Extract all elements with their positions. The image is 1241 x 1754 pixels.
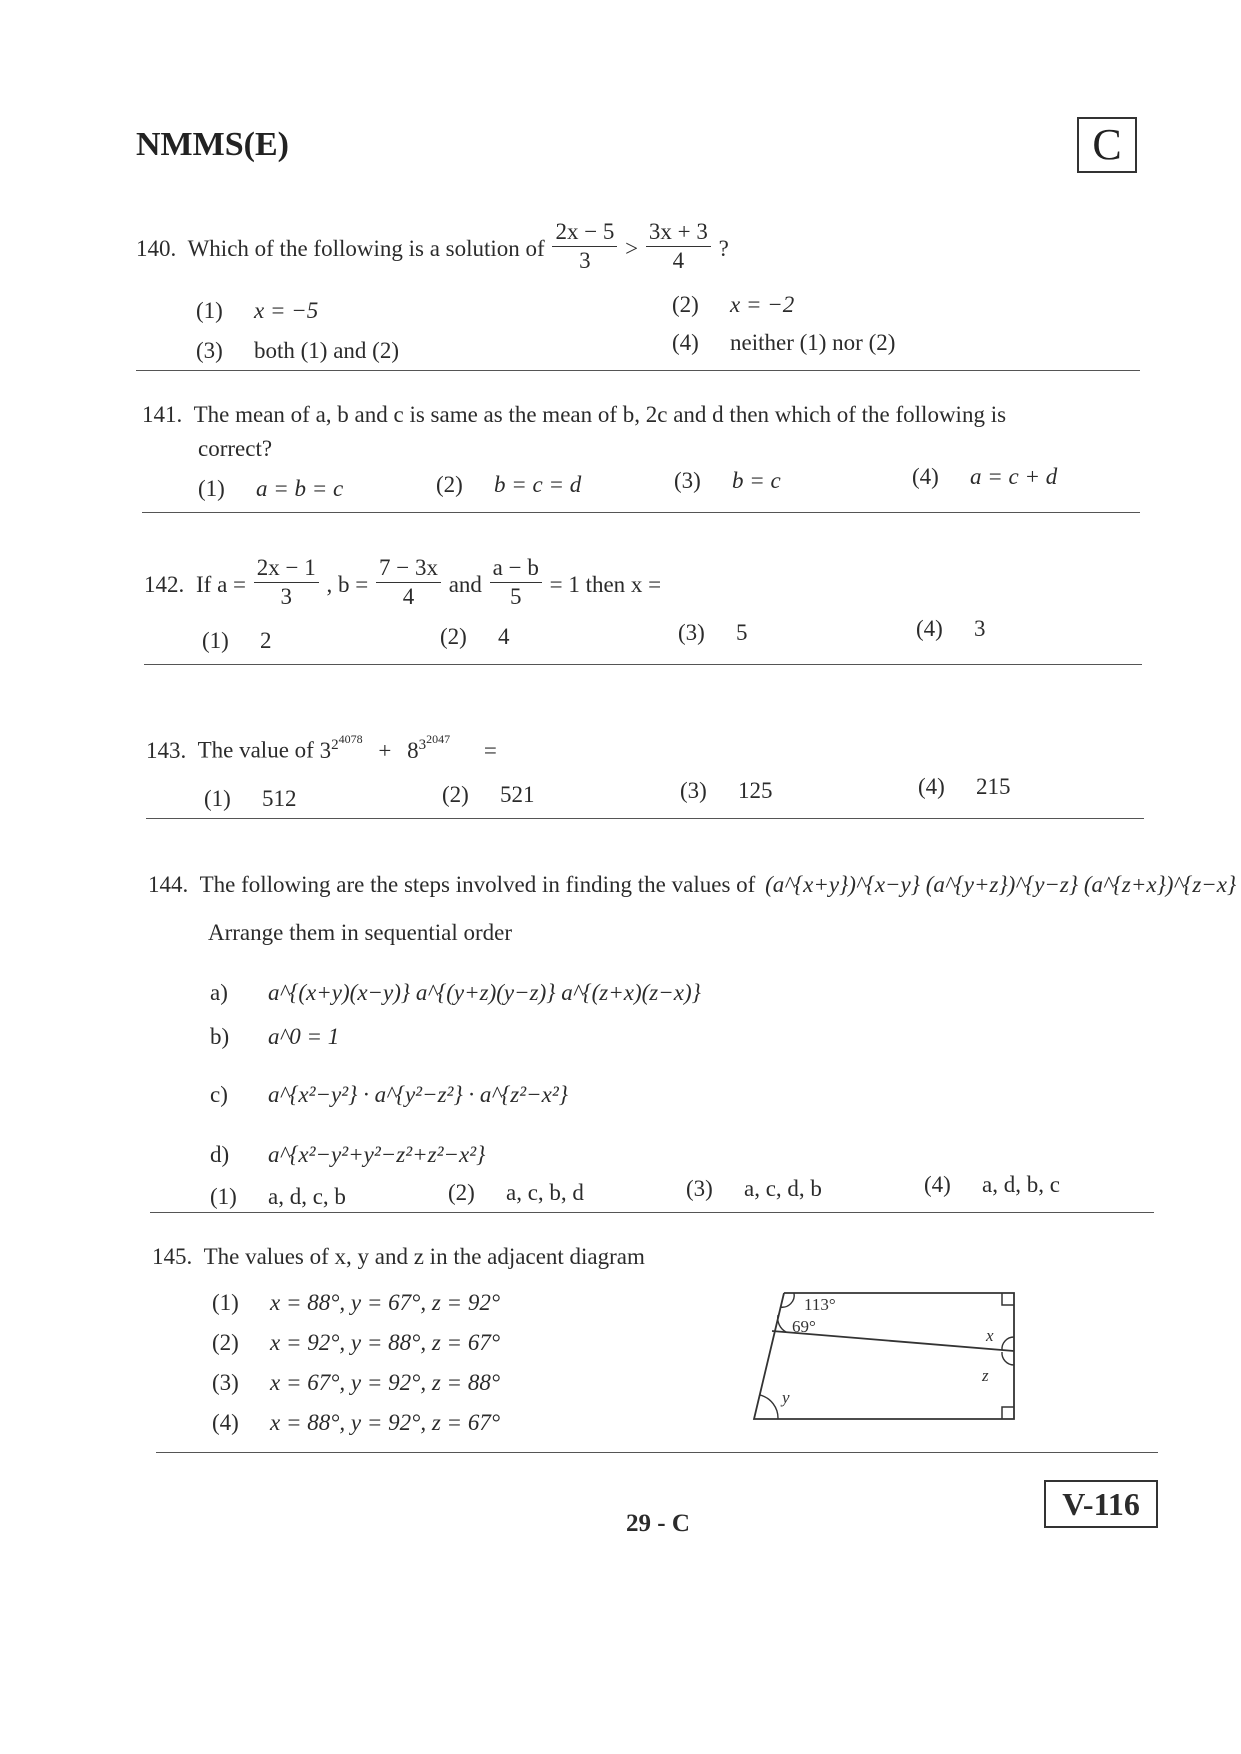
option: (2) x = 92°, y = 88°, z = 67°: [212, 1330, 501, 1355]
question-text: The mean of a, b and c is same as the mean of b, 2c and d then which of the following is: [193, 402, 1007, 427]
fraction: $\frac{2x - 1}{3}$: [254, 554, 319, 611]
option: (3) a, c, d, b: [686, 1176, 822, 1201]
question-140: [136, 219, 729, 279]
divider: [144, 664, 1142, 665]
math-expression: (a^{x+y})^{x−y} (a^{y+z})^{y−z} (a^{z+x})^{z−x}: [765, 872, 1237, 897]
option: (2) 4: [440, 624, 510, 649]
divider: [150, 1212, 1154, 1213]
question-number: 141.: [142, 402, 183, 427]
question-text: Which of the following is a solution of: [187, 235, 545, 261]
question-text: and: [448, 571, 482, 597]
step-a: a) a^{(x+y)(x−y)} a^{(y+z)(y−z)} a^{(z+x)(z−x)}: [210, 980, 701, 1005]
booklet-code-box: V-116: [1044, 1480, 1158, 1528]
divider: [142, 512, 1140, 513]
fraction: $\frac{7 - 3x}{4}$: [376, 554, 441, 611]
step-b: b) a^0 = 1: [210, 1024, 340, 1049]
option: (2) 521: [442, 782, 535, 807]
option: (2) x = −2: [672, 292, 795, 317]
question-text: The values of x, y and z in the adjacent diagram: [203, 1244, 645, 1269]
option: (4) neither (1) nor (2): [672, 330, 896, 355]
angle-label-top: 113°: [804, 1295, 836, 1314]
right-angle-mark: [1002, 1407, 1014, 1419]
option: (1) x = 88°, y = 67°, z = 92°: [212, 1290, 501, 1315]
right-angle-mark: [1002, 1293, 1014, 1305]
question-145: [152, 1244, 645, 1270]
option: (1) 2: [202, 628, 272, 653]
fraction: $\frac{3x + 3}{4}$: [646, 218, 711, 275]
label-z: z: [982, 1366, 989, 1385]
page-title: NMMS(E): [136, 126, 289, 163]
question-number: 140.: [136, 235, 177, 261]
question-number: 144.: [148, 872, 189, 897]
option: (1) a = b = c: [198, 476, 344, 501]
option: (1) a, d, c, b: [210, 1184, 346, 1209]
set-code-box: C: [1077, 117, 1137, 173]
option: (3) 5: [678, 620, 748, 645]
question-141: [142, 402, 1006, 428]
angle-arc: [1002, 1352, 1014, 1365]
step-c: c) a^{x²−y²} · a^{y²−z²} · a^{z²−x²}: [210, 1082, 568, 1107]
option: (3) x = 67°, y = 92°, z = 88°: [212, 1370, 501, 1395]
label-x: x: [986, 1326, 994, 1345]
divider: [146, 818, 1144, 819]
power-term: $3^{2^{4078}}$: [319, 732, 363, 763]
page-number: 29 - C: [626, 1510, 690, 1537]
question-143: [146, 732, 497, 764]
option: (3) b = c: [674, 468, 781, 493]
angle-diagram: [750, 1285, 1020, 1425]
question-number: 143.: [146, 737, 187, 763]
angle-label-mid: 69°: [792, 1317, 816, 1336]
quadrilateral-outline: [754, 1293, 1014, 1419]
question-mark: ?: [718, 235, 729, 261]
divider: [156, 1452, 1158, 1453]
plus-sign: +: [378, 737, 392, 763]
question-text: If a =: [196, 571, 246, 597]
option: (4) 3: [916, 616, 986, 641]
angle-arc: [760, 1395, 778, 1419]
question-text: = 1 then x =: [549, 571, 662, 597]
question-text: , b =: [326, 571, 369, 597]
label-y: y: [782, 1388, 790, 1407]
fraction: $\frac{2x - 5}{3}$: [552, 218, 617, 275]
question-text-line2: correct?: [198, 436, 273, 461]
option: (2) a, c, b, d: [448, 1180, 584, 1205]
power-term: $8^{3^{2047}}$: [407, 732, 451, 763]
option: (4) 215: [918, 774, 1011, 799]
relation-symbol: >: [625, 235, 639, 261]
option: (3) both (1) and (2): [196, 338, 399, 363]
question-number: 142.: [144, 571, 185, 597]
option: (1) 512: [204, 786, 297, 811]
question-number: 145.: [152, 1244, 193, 1269]
divider: [136, 370, 1140, 371]
question-144: [148, 872, 1236, 898]
question-text: The following are the steps involved in finding the values of: [199, 872, 756, 897]
option: (4) a = c + d: [912, 464, 1058, 489]
step-d: d) a^{x²−y²+y²−z²+z²−x²}: [210, 1142, 486, 1167]
option: (4) a, d, b, c: [924, 1172, 1060, 1197]
question-142: [144, 555, 662, 615]
fraction: $\frac{a - b}{5}$: [490, 554, 542, 611]
question-text: The value of: [197, 737, 314, 763]
equals-sign: =: [483, 737, 497, 763]
option: (2) b = c = d: [436, 472, 582, 497]
question-text-line2: Arrange them in sequential order: [208, 920, 512, 945]
angle-arc: [1002, 1337, 1014, 1350]
option: (4) x = 88°, y = 92°, z = 67°: [212, 1410, 501, 1435]
option: (1) x = −5: [196, 298, 319, 323]
option: (3) 125: [680, 778, 773, 803]
